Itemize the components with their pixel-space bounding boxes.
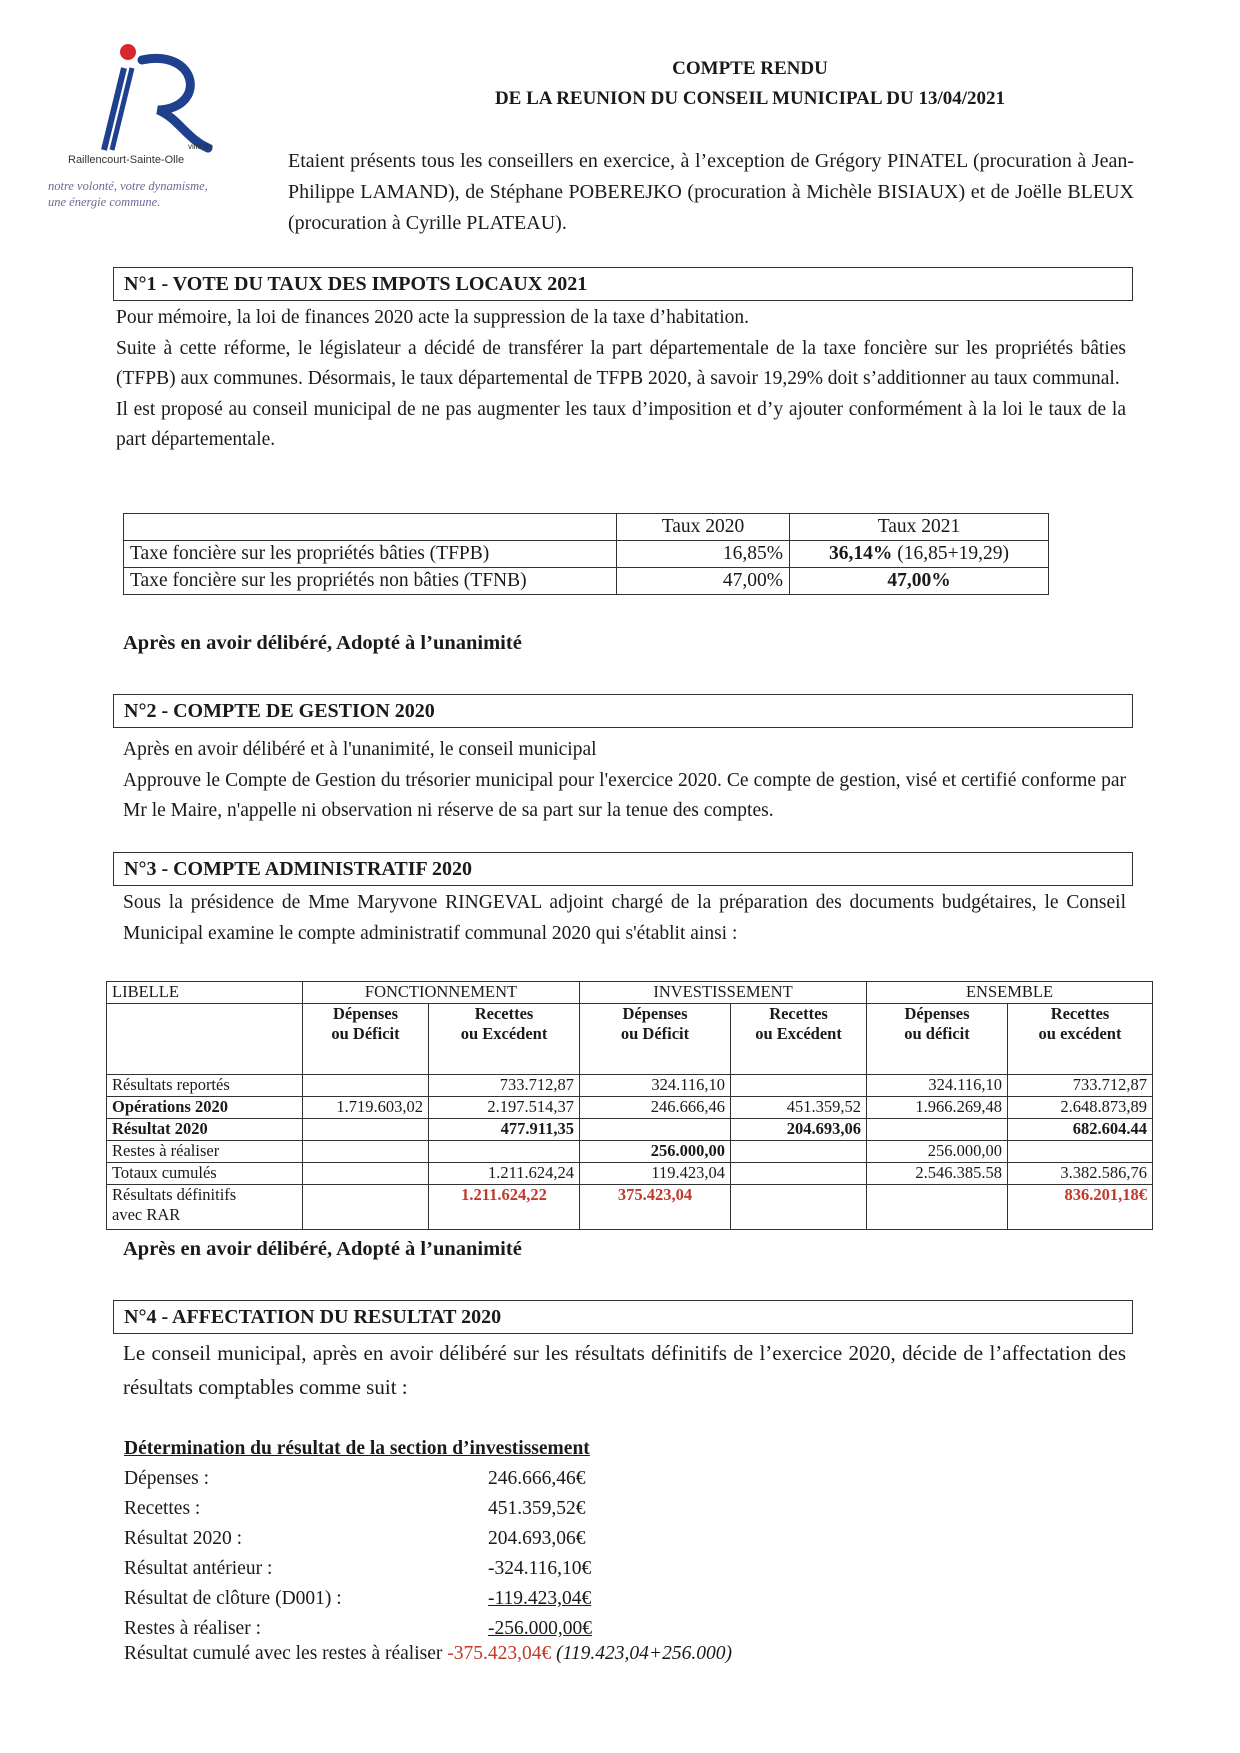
cumulative-result-line bbox=[124, 1643, 732, 1665]
doc-subtitle: DE LA REUNION DU CONSEIL MUNICIPAL DU 13/04/2021 bbox=[494, 88, 1006, 109]
table-row bbox=[107, 982, 1153, 1004]
table-cell bbox=[731, 1141, 867, 1163]
table-cell bbox=[429, 1141, 580, 1163]
table-cell: 682.604.44 bbox=[1008, 1119, 1153, 1141]
table-cell bbox=[580, 1119, 731, 1141]
section2-p2: Approuve le Compte de Gestion du trésorier municipal pour l'exercice 2020. Ce compte de gestion, visé et certifié conforme par Mr le Maire, n'appelle ni observation ni réserve de sa part sur la tenue des comptes. bbox=[123, 769, 1126, 821]
table-cell: 119.423,04 bbox=[580, 1163, 731, 1185]
section2-p1: Après en avoir délibéré et à l'unanimité, le conseil municipal bbox=[123, 739, 597, 760]
table-cell: 3.382.586,76 bbox=[1008, 1163, 1153, 1185]
section2-header bbox=[113, 694, 1133, 728]
e-dep-header bbox=[867, 1004, 1008, 1075]
table-cell bbox=[124, 514, 617, 541]
town-logo bbox=[48, 38, 278, 228]
header-text: Dépenses bbox=[622, 1004, 688, 1023]
section1-text bbox=[116, 303, 1126, 456]
cumul-value: -375.423,04€ bbox=[447, 1643, 552, 1664]
table-cell: 836.201,18€ bbox=[1008, 1185, 1153, 1230]
row-label: Totaux cumulés bbox=[107, 1163, 303, 1185]
table-cell: 2.546.385.58 bbox=[867, 1163, 1008, 1185]
section4-header bbox=[113, 1300, 1133, 1334]
logo-ville-de: ville de bbox=[188, 142, 213, 151]
section4-p1: Le conseil municipal, après en avoir délibéré sur les résultats définitifs de l’exercice 2020, décide de l’affectation des résultats comptables comme suit : bbox=[123, 1341, 1126, 1399]
section1-p2: Suite à cette réforme, le législateur a décidé de transférer la part départementale de la taxe foncière sur les propriétés bâties (TFPB) aux communes. Désormais, le taux départemental de TFPB 2020, à savoir 19,29% doit s’additionner au taux communal. bbox=[116, 337, 1126, 389]
tfpb-2021-detail: (16,85+19,29) bbox=[892, 543, 1009, 564]
row-tfpb-2020: 16,85% bbox=[617, 541, 790, 568]
cumul-label: Résultat cumulé avec les restes à réaliser bbox=[124, 1643, 448, 1664]
header-text: ou Excédent bbox=[755, 1024, 842, 1043]
table-cell bbox=[867, 1119, 1008, 1141]
attendance-paragraph: Etaient présents tous les conseillers en exercice, à l’exception de Grégory PINATEL (procuration à Jean-Philippe LAMAND), de Stéphane POBEREJKO (procuration à Michèle BISIAUX) et de Joëlle BLEUX (procuration à Cyrille PLATEAU). bbox=[288, 150, 1134, 234]
header-text: Recettes bbox=[474, 1004, 534, 1023]
header-text: ou Excédent bbox=[460, 1024, 548, 1043]
table-cell bbox=[303, 1119, 429, 1141]
table-cell bbox=[731, 1163, 867, 1185]
section3-header bbox=[113, 852, 1133, 886]
table-cell bbox=[731, 1075, 867, 1097]
header-fonctionnement: FONCTIONNEMENT bbox=[303, 982, 580, 1004]
logo-r-icon bbox=[68, 38, 218, 158]
header-taux-2021: Taux 2021 bbox=[790, 514, 1049, 541]
header-text: Recettes bbox=[769, 1004, 828, 1023]
header-text: Recettes bbox=[1050, 1004, 1110, 1023]
section3-title: N°3 - COMPTE ADMINISTRATIF 2020 bbox=[124, 858, 473, 880]
line-value: 204.693,06€ bbox=[488, 1528, 586, 1549]
table-cell bbox=[731, 1185, 867, 1230]
table-row bbox=[107, 1075, 1153, 1097]
header-investissement: INVESTISSEMENT bbox=[580, 982, 867, 1004]
row-label: Résultat 2020 bbox=[107, 1119, 303, 1141]
header-text: Dépenses bbox=[904, 1004, 970, 1023]
table-row bbox=[124, 514, 1049, 541]
table-row bbox=[107, 1004, 1153, 1075]
logo-town-name: Raillencourt-Sainte-Olle bbox=[68, 154, 185, 166]
line-value: -119.423,04€ bbox=[488, 1588, 592, 1609]
row-tfnb-2020: 47,00% bbox=[617, 568, 790, 595]
logo-slogan bbox=[48, 178, 288, 210]
row-label-line: avec RAR bbox=[112, 1205, 181, 1224]
table-cell: 1.211.624,22 bbox=[429, 1185, 580, 1230]
table-cell bbox=[107, 1004, 303, 1075]
f-dep-header bbox=[303, 1004, 429, 1075]
line-label: Résultat de clôture (D001) : bbox=[124, 1588, 342, 1609]
table-row bbox=[107, 1185, 1153, 1230]
e-rec-header bbox=[1008, 1004, 1153, 1075]
section1-header bbox=[113, 267, 1133, 301]
header-text: ou Déficit bbox=[331, 1024, 400, 1043]
line-label: Résultat 2020 : bbox=[124, 1528, 243, 1549]
table-cell: 324.116,10 bbox=[580, 1075, 731, 1097]
tax-rate-table bbox=[123, 513, 1049, 595]
administrative-account-table bbox=[106, 981, 1153, 1230]
section1-p3: Il est proposé au conseil municipal de ne pas augmenter les taux d’imposition et d’y ajouter conformément à la loi le taux de la part départementale. bbox=[116, 398, 1126, 450]
i-dep-header bbox=[580, 1004, 731, 1075]
row-tfnb-label: Taxe foncière sur les propriétés non bâties (TFNB) bbox=[124, 568, 617, 595]
i-rec-header bbox=[731, 1004, 867, 1075]
table-cell bbox=[1008, 1141, 1153, 1163]
section3-decision: Après en avoir délibéré, Adopté à l’unanimité bbox=[123, 1238, 522, 1260]
row-tfnb-2021: 47,00% bbox=[790, 568, 1049, 595]
line-value: 246.666,46€ bbox=[488, 1468, 586, 1489]
row-label-line: Résultats définitifs bbox=[112, 1185, 237, 1204]
row-label: Opérations 2020 bbox=[107, 1097, 303, 1119]
table-row bbox=[107, 1119, 1153, 1141]
table-cell: 1.719.603,02 bbox=[303, 1097, 429, 1119]
table-cell: 451.359,52 bbox=[731, 1097, 867, 1119]
header-text: Dépenses bbox=[332, 1004, 399, 1023]
section3-p1: Sous la présidence de Mme Maryvone RINGEVAL adjoint chargé de la préparation des documents budgétaires, le Conseil Municipal examine le compte administratif communal 2020 qui s'établit ainsi : bbox=[123, 892, 1126, 944]
table-cell bbox=[303, 1075, 429, 1097]
table-cell: 256.000,00 bbox=[867, 1141, 1008, 1163]
section2-text bbox=[123, 735, 1126, 827]
slogan-line2: une énergie commune. bbox=[48, 195, 161, 209]
table-cell bbox=[303, 1185, 429, 1230]
table-cell bbox=[867, 1185, 1008, 1230]
table-cell: 204.693,06 bbox=[731, 1119, 867, 1141]
table-row bbox=[107, 1163, 1153, 1185]
cumul-detail: (119.423,04+256.000) bbox=[551, 1643, 732, 1664]
slogan-line1: notre volonté, votre dynamisme, bbox=[48, 179, 208, 193]
table-row bbox=[107, 1097, 1153, 1119]
table-row bbox=[107, 1141, 1153, 1163]
section2-title: N°2 - COMPTE DE GESTION 2020 bbox=[124, 700, 435, 722]
line-label: Résultat antérieur : bbox=[124, 1558, 273, 1579]
table-cell: 733.712,87 bbox=[429, 1075, 580, 1097]
line-value: 451.359,52€ bbox=[488, 1498, 586, 1519]
header-libelle: LIBELLE bbox=[107, 982, 303, 1004]
section1-p1: Pour mémoire, la loi de finances 2020 acte la suppression de la taxe d’habitation. bbox=[116, 307, 750, 328]
header-text: ou excédent bbox=[1038, 1024, 1122, 1043]
doc-title: COMPTE RENDU bbox=[672, 58, 828, 79]
table-cell: 246.666,46 bbox=[580, 1097, 731, 1119]
table-row bbox=[124, 568, 1049, 595]
row-label: Restes à réaliser bbox=[107, 1141, 303, 1163]
table-cell bbox=[303, 1141, 429, 1163]
row-tfpb-2021 bbox=[790, 541, 1049, 568]
investment-subtitle: Détermination du résultat de la section d’investissement bbox=[124, 1438, 590, 1459]
table-cell: 2.648.873,89 bbox=[1008, 1097, 1153, 1119]
table-cell bbox=[303, 1163, 429, 1185]
table-cell: 256.000,00 bbox=[580, 1141, 731, 1163]
section1-decision: Après en avoir délibéré, Adopté à l’unanimité bbox=[123, 632, 522, 654]
row-label: Résultats reportés bbox=[107, 1075, 303, 1097]
table-cell: 477.911,35 bbox=[429, 1119, 580, 1141]
table-cell: 375.423,04 bbox=[580, 1185, 731, 1230]
row-tfpb-label: Taxe foncière sur les propriétés bâties (TFPB) bbox=[124, 541, 617, 568]
table-cell: 1.211.624,24 bbox=[429, 1163, 580, 1185]
table-cell: 2.197.514,37 bbox=[429, 1097, 580, 1119]
table-cell: 324.116,10 bbox=[867, 1075, 1008, 1097]
table-cell: 733.712,87 bbox=[1008, 1075, 1153, 1097]
line-label: Dépenses : bbox=[124, 1468, 210, 1489]
section1-title: N°1 - VOTE DU TAUX DES IMPOTS LOCAUX 2021 bbox=[124, 273, 588, 295]
f-rec-header bbox=[429, 1004, 580, 1075]
line-value: -256.000,00€ bbox=[488, 1618, 592, 1639]
header-text: ou déficit bbox=[904, 1024, 970, 1043]
header-ensemble: ENSEMBLE bbox=[867, 982, 1153, 1004]
line-label: Restes à réaliser : bbox=[124, 1618, 261, 1639]
section4-title: N°4 - AFFECTATION DU RESULTAT 2020 bbox=[124, 1306, 502, 1328]
table-cell: 1.966.269,48 bbox=[867, 1097, 1008, 1119]
row-label bbox=[107, 1185, 303, 1230]
header-taux-2020: Taux 2020 bbox=[617, 514, 790, 541]
line-value: -324.116,10€ bbox=[488, 1558, 592, 1579]
header-text: ou Déficit bbox=[620, 1024, 690, 1043]
table-row bbox=[124, 541, 1049, 568]
line-label: Recettes : bbox=[124, 1498, 201, 1519]
tfpb-2021-value: 36,14% bbox=[829, 543, 893, 564]
